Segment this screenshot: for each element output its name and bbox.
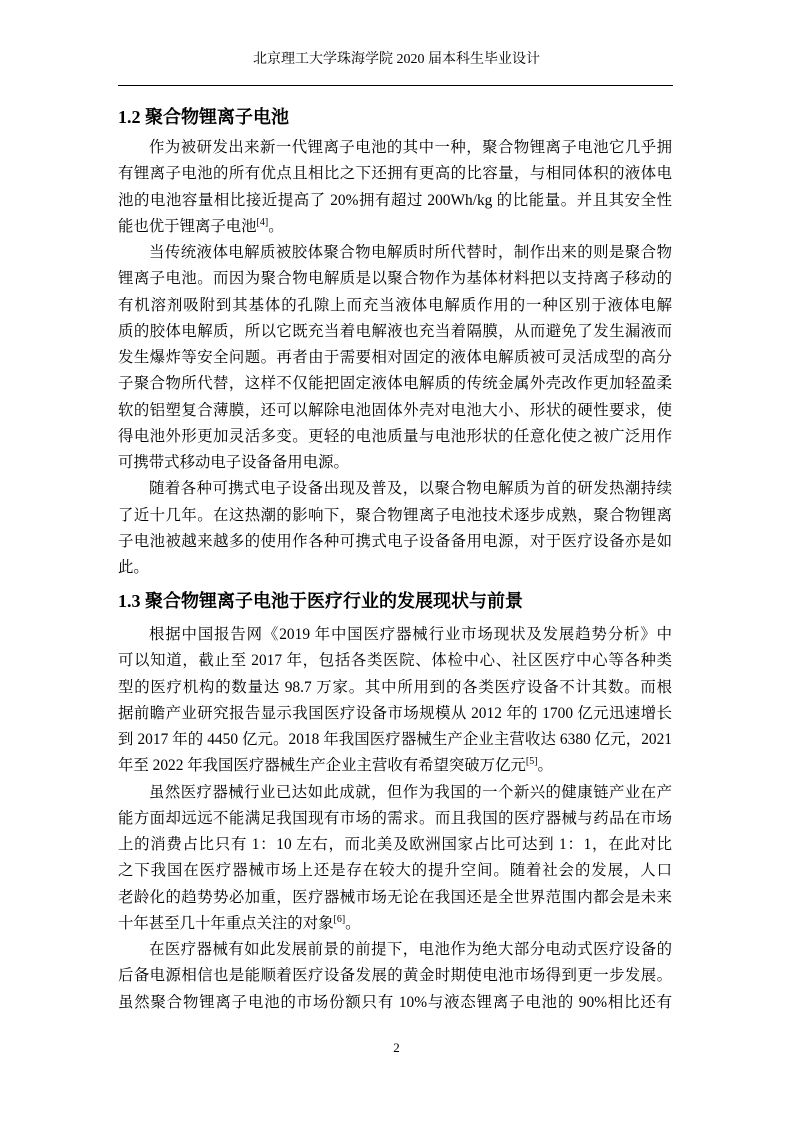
paragraph-line: 老龄化的趋势势必加重，医疗器械市场无论在我国还是全世界范围内都会是未来 <box>118 888 672 906</box>
paragraph-line: 锂离子电池。而因为聚合物电解质是以聚合物作为基体材料把以支持离子移动的 <box>118 270 672 288</box>
paragraph-line: 上的消费占比只有 1：10 左右，而北美及欧洲国家占比可达到 1：1，在此对比 <box>118 836 672 853</box>
paragraph-line: 软的铝塑复合薄膜，还可以解除电池固体外壳对电池大小、形状的硬性要求，使 <box>118 401 672 419</box>
line-text: 。 <box>537 757 553 775</box>
line-text: 。 <box>345 914 361 932</box>
paragraph-line: 了近十几年。在这热潮的影响下，聚合物锂离子电池技术逐步成熟，聚合物锂离 <box>118 506 672 524</box>
paragraph-line: 虽然聚合物锂离子电池的市场份额只有 10%与液态锂离子电池的 90%相比还有 <box>118 993 672 1011</box>
section-body <box>118 622 672 1016</box>
paragraph-line: 质的胶体电解质，所以它既充当着电解液也充当着隔膜，从而避免了发生漏液而 <box>118 322 672 340</box>
running-header: 北京理工大学珠海学院 2020 届本科生毕业设计 <box>253 52 540 67</box>
paragraph-line: 根据中国报告网《2019 年中国医疗器械行业市场现状及发展趋势分析》中 <box>149 626 672 643</box>
paragraph-line: 可携带式移动电子设备备用电源。 <box>118 454 349 471</box>
paragraph-line: 发生爆炸等安全问题。再者由于需要相对固定的液体电解质被可灵活成型的高分 <box>118 349 672 366</box>
body-paragraph <box>118 780 672 938</box>
section-body <box>118 135 672 581</box>
paragraph-line: 型的医疗机构的数量达 98.7 万家。其中所用到的各类医疗设备不计其数。而根 <box>118 678 672 696</box>
line-text: 。 <box>268 217 284 235</box>
line-text: 能也优于锂离子电池 <box>118 217 257 235</box>
paragraph-line <box>118 214 672 240</box>
paragraph-line: 在医疗器械有如此发展前景的前提下，电池作为绝大部分电动式医疗设备的 <box>149 941 672 958</box>
body-paragraph <box>118 476 672 581</box>
citation-superscript: [6] <box>333 913 346 925</box>
paragraph-line: 子电池被越来越多的使用作各种可携式电子设备备用电源，对于医疗设备亦是如 <box>118 532 672 550</box>
body-paragraph <box>118 937 672 1016</box>
section-heading: 1.3 聚合物锂离子电池于医疗行业的发展现状与前景 <box>118 591 523 611</box>
paragraph-line: 据前瞻产业研究报告显示我国医疗设备市场规模从 2012 年的 1700 亿元迅速增长 <box>118 704 672 722</box>
paragraph-line <box>118 911 672 937</box>
body-paragraph <box>118 622 672 780</box>
paragraph-line: 得电池外形更加灵活多变。更轻的电池质量与电池形状的任意化使之被广泛用作 <box>118 427 672 445</box>
line-text: 年至 2022 年我国医疗器械生产企业主营收有希望突破万亿元 <box>118 757 526 775</box>
paragraph-line: 此。 <box>118 559 149 576</box>
paragraph-line: 之下我国在医疗器械市场上还是存在较大的提升空间。随着社会的发展，人口 <box>118 862 672 880</box>
body-paragraph <box>118 135 672 240</box>
paragraph-line: 作为被研发出来新一代锂离子电池的其中一种，聚合物锂离子电池它几乎拥 <box>149 139 672 156</box>
paragraph-line: 随着各种可携式电子设备出现及普及，以聚合物电解质为首的研发热潮持续 <box>149 480 672 498</box>
citation-superscript: [5] <box>525 756 538 768</box>
body-paragraph <box>118 240 672 476</box>
header-rule <box>118 85 673 86</box>
paragraph-line: 当传统液体电解质被胶体聚合物电解质时所代替时，制作出来的则是聚合物 <box>149 244 672 261</box>
paragraph-line: 到 2017 年的 4450 亿元。2018 年我国医疗器械生产企业主营收达 6380 亿元，2021 <box>118 731 672 748</box>
paragraph-line: 能方面却远远不能满足我国现有市场的需求。而且我国的医疗器械与药品在市场 <box>118 809 672 827</box>
paragraph-line: 可以知道，截止至 2017 年，包括各类医院、体检中心、社区医疗中心等各种类 <box>118 652 672 670</box>
paragraph-line: 后备电源相信也是能顺着医疗设备发展的黄金时期使电池市场得到更一步发展。 <box>118 967 672 985</box>
page-number: 2 <box>393 1040 400 1055</box>
paragraph-line: 虽然医疗器械行业已达如此成就，但作为我国的一个新兴的健康链产业在产 <box>149 783 672 801</box>
paragraph-line: 有机溶剂吸附到其基体的孔隙上而充当液体电解质作用的一种区别于液体电解 <box>118 296 672 314</box>
citation-superscript: [4] <box>256 216 269 228</box>
paragraph-line: 池的电池容量相比接近提高了 20%拥有超过 200Wh/kg 的比能量。并且其安全性 <box>118 191 672 209</box>
section-heading: 1.2 聚合物锂离子电池 <box>118 107 289 127</box>
line-text: 十年甚至几十年重点关注的对象 <box>118 914 334 932</box>
paragraph-line: 子聚合物所代替，这样不仅能把固定液体电解质的传统金属外壳改作更加轻盈柔 <box>118 375 672 393</box>
paragraph-line <box>118 753 672 779</box>
paragraph-line: 有锂离子电池的所有优点且相比之下还拥有更高的比容量，与相同体积的液体电 <box>118 165 672 183</box>
